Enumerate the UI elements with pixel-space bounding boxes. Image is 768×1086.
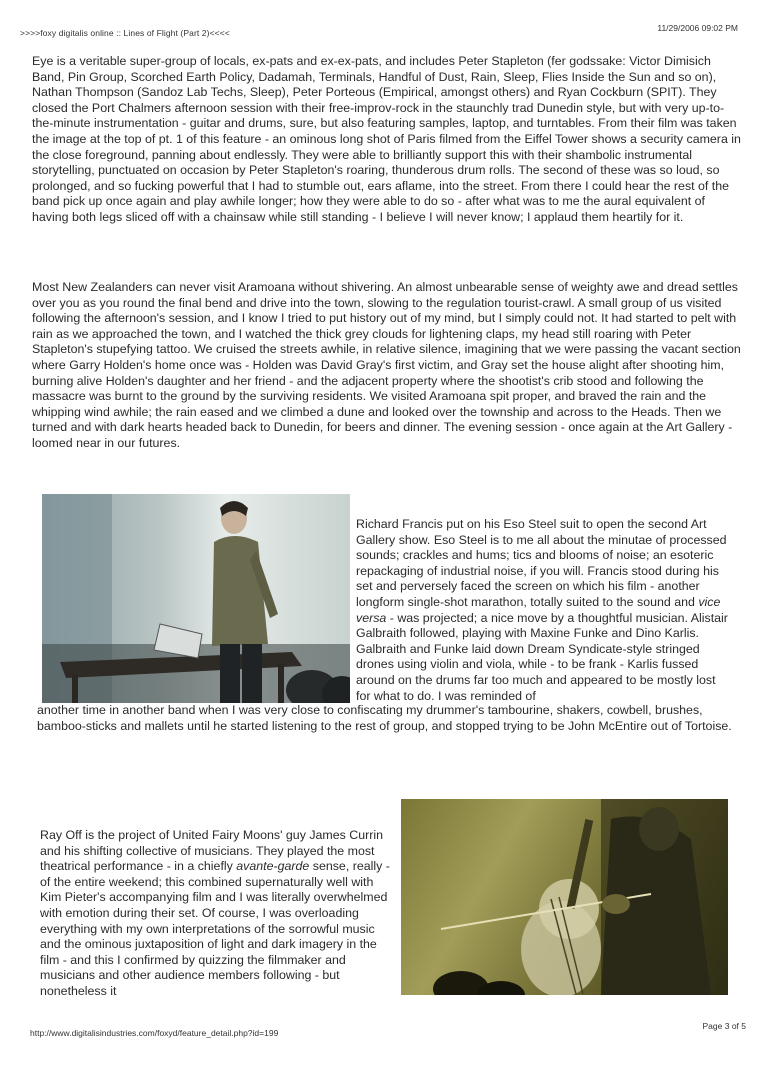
paragraph-ray-off: Ray Off is the project of United Fairy Moons' guy James Currin and his shifting collective of musicians. They played the most theatrical performance - in a chiefly avante-garde sense, really - of the entire weekend; this combined supernaturally well with Kim Pieter's accompanying film and I was literally overwhelmed with emotion during their set. Of course, I was overloading everything with my own interpretations of the sorrowful music and the ominous juxtaposition of light and dark imagery in the film - and this I confirmed by quizzing the filmmaker and musicians and other audience members following - but nonetheless it (40, 828, 390, 998)
photo-cellist-performing (401, 799, 728, 995)
paragraph-eye: Eye is a veritable super-group of locals, ex-pats and ex-ex-pats, and includes Peter Stapleton (fer godssake: Victor Dimisich Band, Pin Group, Scorched Earth Policy, Dadamah, Terminals, Handful of Dust, Rain, Sleep, Flies Inside the Sun and so on), Nathan Thompson (Sandoz Lab Techs, Sleep), Peter Porteous (Empirical, amongst others) and Ryan Cockburn (SPIT). They closed the Port Chalmers afternoon session with their free-improv-rock in the staunchly trad Dunedin style, but with very up-to-the-minute instrumentation - guitar and drums, sure, but also featuring samples, laptop, and turntables. From their film was taken the image at the top of pt. 1 of this feature - an ominous long shot of Paris filmed from the Eiffel Tower shows a security camera in the close foreground, panning about endlessly. They were able to brilliantly support this with their shambolic instrumental storytelling, punctuated on occasion by Peter Stapleton's roaring, thunderous drum rolls. The second of these was so loud, so prolonged, and so fucking powerful that I had to stumble out, ears aflame, into the street. From there I could hear the rest of the band pick up once again and play awhile longer; how they were able to do so - after what was to me the aural equivalent of having both legs sliced off with a chainsaw while still standing - I believe I will never know; I applaud them heartily for it. (32, 54, 741, 224)
print-timestamp: 11/29/2006 09:02 PM (657, 23, 738, 33)
paragraph-eso-steel-continued: another time in another band when I was very close to confiscating my drummer's tambourine, shakers, cowbell, brushes, bamboo-sticks and mallets until he started listening to the rest of group, and stopped trying to be John McEntire out of Tortoise. (37, 703, 732, 733)
photo-richard-francis-performing (42, 494, 350, 703)
page-url: http://www.digitalisindustries.com/foxyd/feature_detail.php?id=199 (30, 1028, 279, 1038)
paragraph-eso-steel: Richard Francis put on his Eso Steel suit to open the second Art Gallery show. Eso Steel is to me all about the minutae of processed sounds; crackles and hums; tics and blooms of noise; an esoteric repackaging of industrial noise, if you will. Francis stood during his set and perversely faced the screen on which his film - another longform single-shot marathon, totally suited to the sound and vice versa - was projected; a nice move by a thoughtful musician. Alistair Galbraith followed, playing with Maxine Funke and Dino Karlis. Galbraith and Funke laid down Dream Syndicate-style stringed drones using violin and viola, while - to be frank - Karlis fussed around on the drums far too much and appeared to be mostly lost for what to do. I was reminded of (356, 517, 728, 703)
paragraph-aramoana: Most New Zealanders can never visit Aramoana without shivering. An almost unbearable sense of weighty awe and dread settles over you as you round the final bend and drive into the town, slowing to the regulation tourist-crawl. A small group of us visited following the afternoon's session, and I know I tried to put history out of my mind, but I simply could not. It had started to pelt with rain as we approached the town, and I watched the thick grey clouds for lightening claps, my head still roaring with Peter Stapleton's stupefying tattoo. We cruised the streets awhile, in relative silence, imagining that we were passing the vacant section where Garry Holden's home once was - Holden was David Gray's first victim, and Gray set the house alight after shooting him, burning alive Holden's daughter and her friend - and the adjacent property where the shootist's crib stood and following the massacre was burnt to the ground by the surviving residents. We visited Aramoana spit proper, and braved the rain and the whipping wind awhile; the rain eased and we climbed a dune and looked over the township and across to the Heads. Then we turned and with dark hearts headed back to Dunedin, for beers and dinner. The evening session - once again at the Art Gallery - loomed near in our futures. (32, 280, 741, 450)
page-header-title: >>>>foxy digitalis online :: Lines of Flight (Part 2)<<<< (20, 28, 230, 38)
page-number: Page 3 of 5 (702, 1021, 746, 1031)
